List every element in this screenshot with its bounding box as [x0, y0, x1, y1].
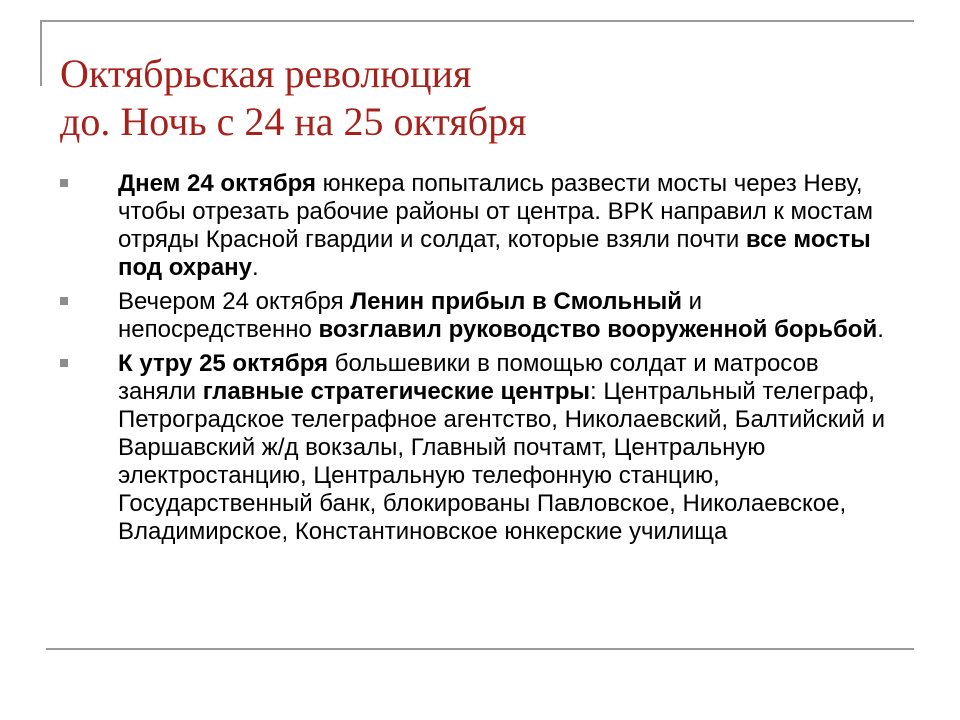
bottom-border-line — [46, 648, 914, 650]
bullet-list — [60, 170, 900, 552]
bullet-3-list: : Центральный телеграф, Петроградское телеграфное агентство, Николаевский, Балтийский и Варшавский ж/д вокзалы, Главный почтамт, Центральную электростанцию, Центральную телефонную станцию, Государственный банк, блокированы Павловское, Николаевское, Владимирское, Константиновское юнкерские училища — [118, 378, 886, 545]
bullet-1-bold-bridges: все мосты под охрану — [118, 226, 871, 281]
bullet-2-end: . — [877, 316, 884, 343]
bullet-item-3 — [60, 350, 900, 546]
slide-title-line-2: до. Ночь с 24 на 25 октября — [60, 99, 527, 144]
square-bullet-icon — [60, 297, 68, 305]
bullet-2-text-middle: и непосредственно — [118, 288, 703, 343]
bullet-2-bold-leadership: возглавил руководство вооруженной борьбой — [318, 316, 878, 343]
slide-title — [60, 50, 910, 146]
bullet-item-2 — [60, 288, 900, 344]
bullet-1-text: юнкера попытались развести мосты через Неву, чтобы отрезать рабочие районы от центра. ВРК направил к мостам отряды Красной гвардии и солдат, которые взяли почти — [118, 170, 873, 253]
square-bullet-icon — [60, 179, 68, 187]
left-border-line — [40, 20, 42, 86]
top-border-line — [40, 20, 914, 22]
bullet-1-bold-date: Днем 24 октября — [118, 170, 317, 197]
bullet-3-text: большевики в помощью солдат и матросов заняли — [118, 350, 819, 405]
bullet-3-bold-date: К утру 25 октября — [118, 350, 329, 377]
bullet-2-bold-lenin: Ленин прибыл в Смольный — [350, 288, 682, 315]
square-bullet-icon — [60, 359, 68, 367]
bullet-1-end: . — [252, 254, 259, 281]
bullet-item-1 — [60, 170, 900, 282]
bullet-2-text-start: Вечером 24 октября — [118, 288, 351, 315]
slide-title-line-1: Октябрьская революция — [60, 51, 472, 96]
bullet-3-bold-centers: главные стратегические центры — [202, 378, 591, 405]
